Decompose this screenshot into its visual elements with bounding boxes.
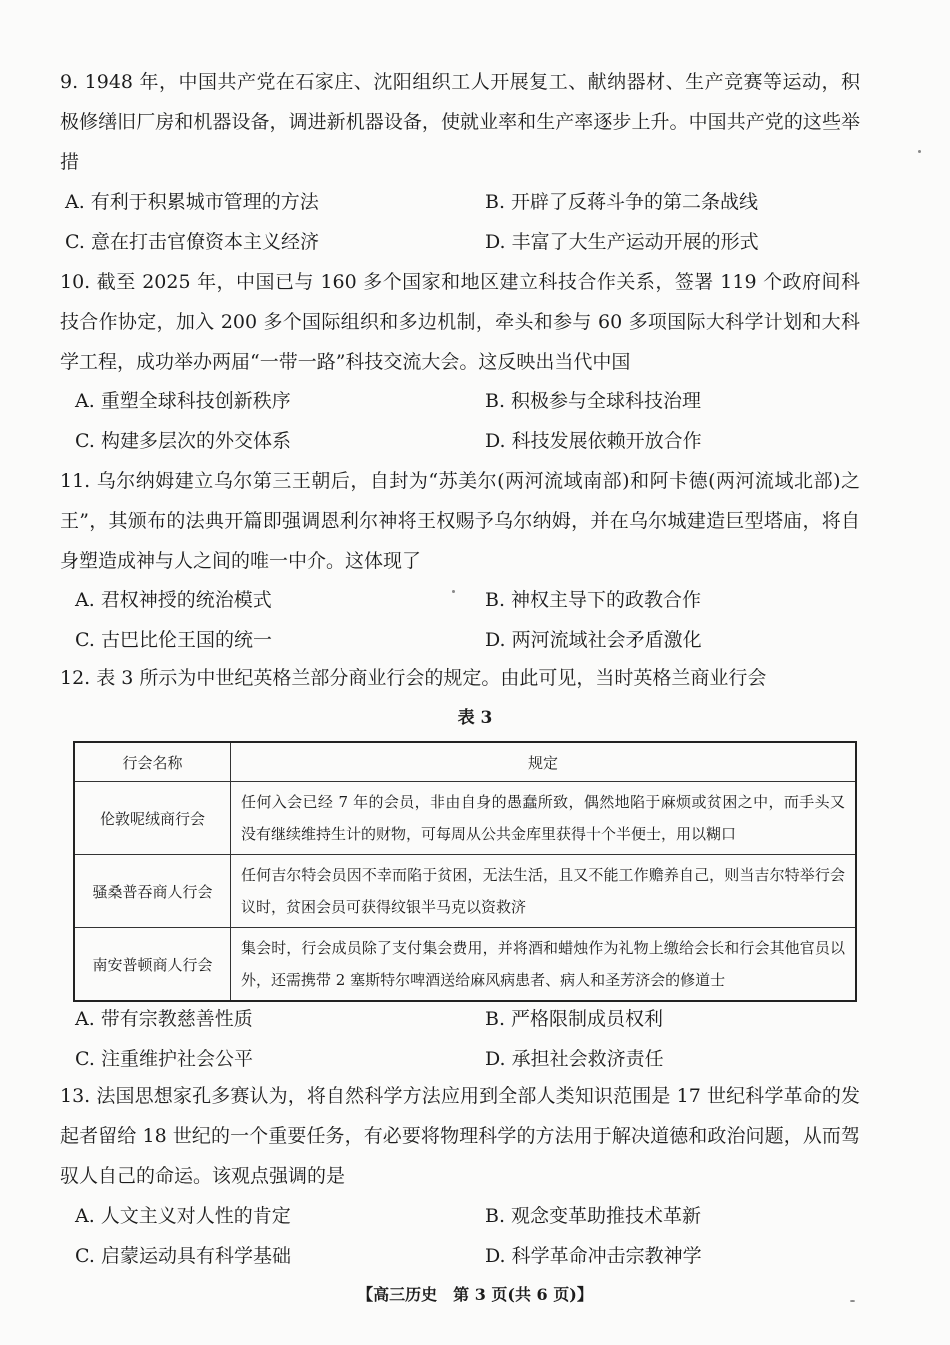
table-header: 行会名称 [74,742,231,782]
option-a: A. 重塑全球科技创新秩序 [75,390,291,412]
table-row [74,928,856,1002]
table-header: 规定 [231,742,857,782]
option-b: B. 积极参与全球科技治理 [485,390,702,412]
option-a: A. 人文主义对人性的肯定 [75,1205,291,1227]
question-12-stem: 12. 表 3 所示为中世纪英格兰部分商业行会的规定。由此可见，当时英格兰商业行会 [60,667,767,689]
question-10-stem: 10. 截至 2025 年，中国已与 160 多个国家和地区建立科技合作关系，签署 119 个政府间科技合作协定，加入 200 多个国际组织和多边机制，牵头和参与 60 多项国际大科学计划和大科学工程，成功举办两届“一带一路”科技交流大会。这反映出当代中国 [60,271,860,373]
table-row [74,855,856,928]
option-b: B. 严格限制成员权利 [485,1008,664,1030]
option-d: D. 两河流域社会矛盾激化 [485,629,702,651]
guild-name: 骚桑普吞商人行会 [74,855,231,928]
option-c: C. 注重维护社会公平 [75,1048,253,1070]
guild-name: 南安普顿商人行会 [74,928,231,1002]
page-footer: 【高三历史 第 3 页(共 6 页)】 [357,1285,593,1304]
option-a: A. 君权神授的统治模式 [75,589,272,611]
option-d: D. 丰富了大生产运动开展的形式 [485,231,759,253]
table-header-row [74,742,856,782]
option-d: D. 科学革命冲击宗教神学 [485,1245,702,1267]
option-c: C. 古巴比伦王国的统一 [75,629,272,651]
guild-rule: 任何入会已经 7 年的会员，非由自身的愚蠢所致，偶然地陷于麻烦或贫困之中，而手头又没有继续维持生计的财物，可每周从公共金库里获得十个半便士，用以糊口 [231,782,857,855]
question-12 [60,658,860,698]
question-9 [60,62,860,182]
option-c: C. 意在打击官僚资本主义经济 [65,231,319,253]
option-d: D. 承担社会救济责任 [485,1048,664,1070]
guild-rules-table [73,741,857,1002]
option-c: C. 构建多层次的外交体系 [75,430,291,452]
scan-speck [452,590,455,593]
option-a: A. 带有宗教慈善性质 [75,1008,253,1030]
option-a: A. 有利于积累城市管理的方法 [65,191,319,213]
guild-name: 伦敦呢绒商行会 [74,782,231,855]
question-10 [60,262,860,382]
question-9-stem: 9. 1948 年，中国共产党在石家庄、沈阳组织工人开展复工、献纳器材、生产竞赛等运动，积极修缮旧厂房和机器设备，调进新机器设备，使就业率和生产率逐步上升。中国共产党的这些举措 [60,71,860,173]
table-title: 表 3 [457,708,493,728]
scan-speck [918,150,921,153]
table-row [74,782,856,855]
option-b: B. 神权主导下的政教合作 [485,589,702,611]
guild-rule: 集会时，行会成员除了支付集会费用，并将酒和蜡烛作为礼物上缴给会长和行会其他官员以外，还需携带 2 塞斯特尔啤酒送给麻风病患者、病人和圣芳济会的修道士 [231,928,857,1002]
option-d: D. 科技发展依赖开放合作 [485,430,702,452]
option-b: B. 开辟了反蒋斗争的第二条战线 [485,191,759,213]
question-11 [60,461,860,581]
scan-speck [850,1300,855,1302]
option-c: C. 启蒙运动具有科学基础 [75,1245,291,1267]
question-13-stem: 13. 法国思想家孔多赛认为，将自然科学方法应用到全部人类知识范围是 17 世纪科学革命的发起者留给 18 世纪的一个重要任务，有必要将物理科学的方法用于解决道德和政治问题，从而驾驭人自己的命运。该观点强调的是 [60,1085,860,1187]
question-13 [60,1076,860,1196]
question-11-stem: 11. 乌尔纳姆建立乌尔第三王朝后，自封为“苏美尔(两河流域南部)和阿卡德(两河流域北部)之王”，其颁布的法典开篇即强调恩利尔神将王权赐予乌尔纳姆，并在乌尔城建造巨型塔庙，将自身塑造成神与人之间的唯一中介。这体现了 [60,470,860,572]
guild-rule: 任何吉尔特会员因不幸而陷于贫困，无法生活，且又不能工作赡养自己，则当吉尔特举行会议时，贫困会员可获得纹银半马克以资救济 [231,855,857,928]
option-b: B. 观念变革助推技术革新 [485,1205,702,1227]
